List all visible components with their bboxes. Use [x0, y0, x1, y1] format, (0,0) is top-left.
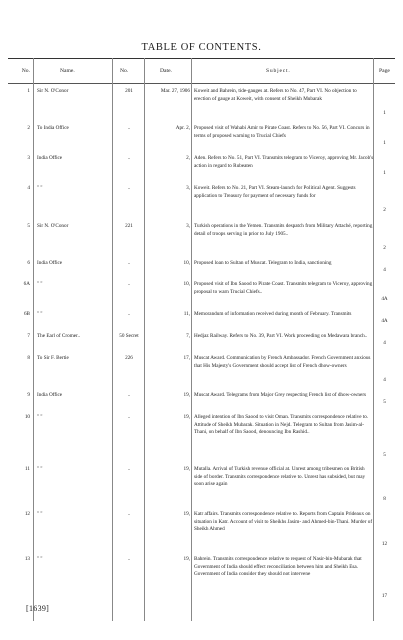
row-number: 13 [24, 556, 30, 562]
column-rule [373, 58, 374, 621]
row-name: Sir N. O'Conor [37, 88, 69, 94]
row-doc-no: .. [127, 466, 131, 472]
table-row [8, 88, 395, 125]
table-row [8, 556, 395, 601]
row-page: 5 [383, 399, 386, 405]
row-subject: Muscat Award. Telegrams from Major Grey respecting French list of dhow-owners [194, 392, 367, 398]
row-page: 4 [383, 267, 386, 273]
row-subject: Aden. Refers to No. 51, Part VI. Transmits telegram to Viceroy, approving Mr. Jacob's action in regard to Rubeaten [194, 155, 374, 169]
table-row [8, 414, 395, 466]
table-row [8, 155, 395, 185]
column-rule [144, 58, 145, 621]
row-subject: Koweit. Refers to No. 21, Part VI. Steam-launch for Political Agent. Suggests application to Treasury for payment of necessary funds for [194, 185, 356, 199]
row-page: 4A [381, 318, 388, 324]
row-name: India Office [37, 260, 63, 266]
row-number: 9 [27, 392, 30, 398]
row-date: 7, [186, 333, 190, 339]
row-doc-no: 221 [125, 223, 133, 229]
row-doc-no: 226 [125, 355, 133, 361]
row-doc-no: .. [127, 511, 131, 517]
row-number: 3 [27, 155, 30, 161]
row-name: India Office [37, 155, 63, 161]
row-name: To Sir F. Bertie [37, 355, 69, 361]
row-number: 11 [25, 466, 30, 472]
row-subject: Mutalla. Arrival of Turkish revenue official at. Unrest among tribesmen on British side of border. Transmits correspondence relative to. Unrest has subsided, but may soon arise again [194, 466, 366, 488]
row-doc-no: 50 Secret [119, 333, 139, 339]
row-date: 17, [183, 355, 190, 361]
contents-table [8, 58, 395, 601]
table-row [8, 125, 395, 155]
row-doc-no: .. [127, 414, 131, 420]
row-name: " " [37, 466, 43, 472]
row-page: 12 [381, 541, 388, 547]
row-name: " " [37, 185, 43, 191]
table-row [8, 281, 395, 311]
row-name: India Office [37, 392, 63, 398]
row-number: 10 [24, 414, 30, 420]
row-date: 19, [183, 392, 190, 398]
column-rule [112, 58, 113, 621]
row-subject: Alleged intention of Ibn Saood to visit Oman. Transmits correspondence relative to. Attitude of Sheikh Mubarak. Situation in Nejd. Telegram to Sultan from Jasim-al-Thani, on behalf of Ibn Saood, denouncing Ibn Rashid.. [194, 414, 369, 436]
row-name: " " [37, 511, 43, 517]
row-name: " " [37, 281, 43, 287]
row-subject: Katr affairs. Transmits correspondence relative to. Reports from Captain Prideaux on situation in Katr. Account of visit to Sheikhs Jasim- and Ahmed-bin-Thani. Murder of Sheikh Ahmed [194, 511, 373, 533]
row-date: 2, [186, 155, 190, 161]
row-page: 4 [383, 340, 386, 346]
row-subject: Memorandum of information received during month of February. Transmits [194, 311, 352, 317]
row-subject: Hedjaz Railway. Refers to No. 39, Part VI. Work proceeding on Medawara branch.. [194, 333, 368, 339]
row-doc-no: 201 [125, 88, 133, 94]
header-subject: Subject. [266, 68, 291, 74]
row-number: 6B [23, 311, 30, 317]
row-number: 6 [27, 260, 30, 266]
row-subject: Koweit and Bahrein, tide-gauges at. Refers to No. 47, Part VI. No objection to erection of gauge at Koweit, with consent of Sheikh Mubarak [194, 88, 357, 102]
row-page: 1 [383, 110, 386, 116]
table-row [8, 223, 395, 260]
table-row [8, 392, 395, 414]
row-subject: Turkish operations in the Yemen. Transmits despatch from Military Attaché, reporting detail of troops serving in prior to July 1905.. [194, 223, 373, 237]
row-date: 10, [183, 281, 190, 287]
row-page: 1 [383, 170, 386, 176]
row-date: 19, [183, 466, 190, 472]
row-doc-no: .. [127, 125, 131, 131]
row-name: " " [37, 556, 43, 562]
page-signature: [1639] [26, 604, 50, 613]
row-doc-no: .. [127, 311, 131, 317]
row-date: 11, [183, 311, 190, 317]
header-date: Date. [160, 68, 172, 74]
header-no: No. [21, 68, 30, 74]
table-row [8, 333, 395, 355]
row-date: 3, [186, 223, 190, 229]
row-name: " " [37, 311, 43, 317]
row-number: 8 [27, 355, 30, 361]
row-date: 3, [186, 185, 190, 191]
row-page: 17 [381, 593, 388, 599]
table-row [8, 355, 395, 392]
row-doc-no: .. [127, 556, 131, 562]
table-row [8, 466, 395, 511]
table-row [8, 260, 395, 281]
row-name: To India Office [37, 125, 69, 131]
row-doc-no: .. [127, 281, 131, 287]
page-title: TABLE OF CONTENTS. [141, 42, 262, 53]
row-doc-no: .. [127, 392, 131, 398]
row-date: 19, [183, 556, 190, 562]
header-doc-no: No. [120, 68, 129, 74]
row-number: 7 [27, 333, 30, 339]
row-number: 4 [27, 185, 30, 191]
row-doc-no: .. [127, 155, 131, 161]
row-date: Mar. 27, 1906 [160, 88, 190, 94]
row-page: 4 [383, 377, 386, 383]
row-date: Apr. 2, [175, 125, 190, 131]
row-number: 2 [27, 125, 30, 131]
row-name: The Earl of Cromer.. [37, 333, 81, 339]
row-doc-no: .. [127, 185, 131, 191]
column-rule [33, 58, 34, 621]
table-row [8, 311, 395, 333]
row-page: 1 [383, 140, 386, 146]
row-subject: Proposed loan to Sultan of Muscat. Telegram to India, sanctioning [194, 260, 332, 266]
column-rule [191, 58, 192, 621]
row-number: 1 [27, 88, 30, 94]
row-subject: Muscat Award. Communication by French Ambassador. French Government anxious that His Majesty's Government should accept list of French dhow-owners [194, 355, 371, 369]
row-doc-no: .. [127, 260, 131, 266]
row-page: 5 [383, 452, 386, 458]
row-page: 2 [383, 245, 386, 251]
row-name: Sir N. O'Conor [37, 223, 69, 229]
row-number: 6A [23, 281, 30, 287]
header-page: Page [379, 68, 390, 74]
header-name: Name. [60, 68, 75, 74]
row-date: 19, [183, 511, 190, 517]
row-date: 19, [183, 414, 190, 420]
table-body [8, 88, 395, 601]
row-page: 2 [383, 207, 386, 213]
table-row [8, 185, 395, 223]
table-header [8, 59, 395, 84]
row-page: 8 [383, 496, 386, 502]
row-page: 4A [381, 296, 388, 302]
row-subject: Proposed visit of Wahabi Amir to Pirate Coast. Refers to No. 56, Part VI. Concurs in terms of proposed warning to Trucial Chiefs [194, 125, 370, 139]
row-number: 12 [24, 511, 30, 517]
row-subject: Bahrein. Transmits correspondence relative to request of Nasir-bin-Mubarak that Government of India should effect reconciliation between him and Sheikh Esa. Government of India consider they should not intervene [194, 556, 362, 578]
row-name: " " [37, 414, 43, 420]
table-row [8, 511, 395, 556]
row-date: 10, [183, 260, 190, 266]
row-number: 5 [27, 223, 30, 229]
row-subject: Proposed visit of Ibn Saood to Pirate Coast. Transmits telegram to Viceroy, approving proposal to warn Trucial Chiefs.. [194, 281, 373, 295]
